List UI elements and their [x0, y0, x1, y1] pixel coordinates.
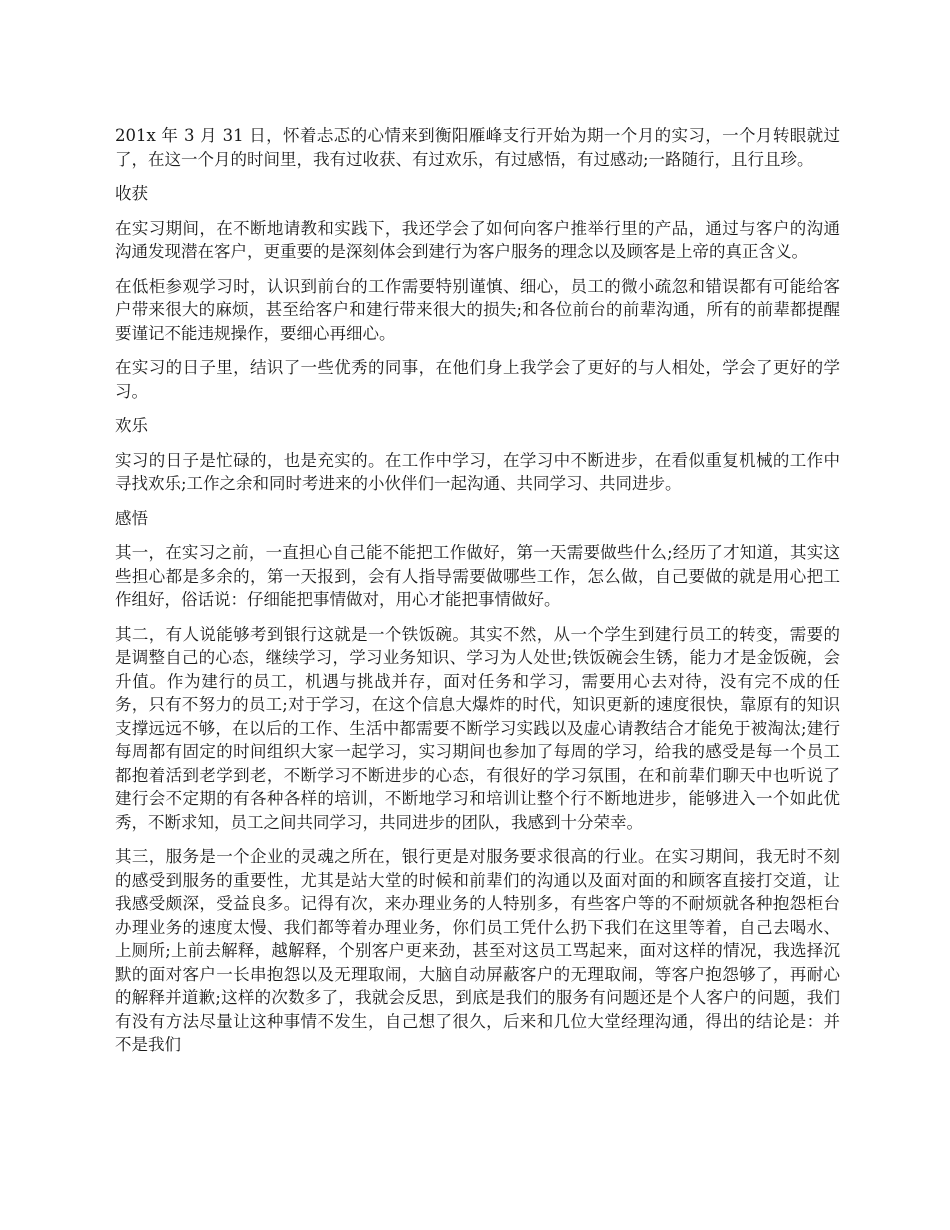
harvest-paragraph-1: 在实习期间，在不断地请教和实践下，我还学会了如何向客户推举行里的产品，通过与客户的沟通沟通发现潜在客户，更重要的是深刻体会到建行为客户服务的理念以及顾客是上帝的真正含义。: [115, 218, 840, 261]
intro-paragraph: 201x 年 3 月 31 日，怀着忐忑的心情来到衡阳雁峰支行开始为期一个月的实习，一个月转眼就过了，在这一个月的时间里，我有过收获、有过欢乐，有过感悟，有过感动;一路随行，且行且珍。: [115, 126, 840, 169]
joy-paragraph: 实习的日子是忙碌的，也是充实的。在工作中学习，在学习中不断进步，在看似重复机械的工作中寻找欢乐;工作之余和同时考进来的小伙伴们一起沟通、共同学习、共同进步。: [115, 450, 840, 493]
harvest-paragraph-2: 在低柜参观学习时，认识到前台的工作需要特别谨慎、细心，员工的微小疏忽和错误都有可能给客户带来很大的麻烦，甚至给客户和建行带来很大的损失;和各位前台的前辈沟通，所有的前辈都提醒要谨记不能违规操作，要细心再细心。: [115, 276, 840, 343]
section-heading-insight: 感悟: [115, 508, 148, 528]
insight-paragraph-1: 其一，在实习之前，一直担心自己能不能把工作做好，第一天需要做些什么;经历了才知道，其实这些担心都是多余的，第一天报到，会有人指导需要做哪些工作，怎么做，自己要做的就是用心把工作组好，俗话说：仔细能把事情做对，用心才能把事情做好。: [115, 543, 840, 609]
insight-paragraph-3: 其三，服务是一个企业的灵魂之所在，银行更是对服务要求很高的行业。在实习期间，我无时不刻的感受到服务的重要性，尤其是站大堂的时候和前辈们的沟通以及面对面的和顾客直接打交道，让我感受颇深，受益良多。记得有次，来办理业务的人特别多，有些客户等的不耐烦就各种抱怨柜台办理业务的速度太慢、我们都等着办理业务，你们员工凭什么扔下我们在这里等着，自己去喝水、上厕所;上前去解释，越解释，个别客户更来劲，甚至对这员工骂起来，面对这样的情况，我选择沉默的面对客户一长串抱怨以及无理取闹，大脑自动屏蔽客户的无理取闹，等客户抱怨够了，再耐心的解释并道歉;这样的次数多了，我就会反思，到底是我们的服务有问题还是个人客户的问题，我们有没有方法尽量让这种事情不发生，自己想了很久，后来和几位大堂经理沟通，得出的结论是：并不是我们: [115, 847, 840, 1054]
document-body: [115, 124, 840, 1068]
section-heading-harvest: 收获: [115, 184, 148, 203]
section-heading-joy: 欢乐: [115, 416, 148, 435]
harvest-paragraph-3: 在实习的日子里，结识了一些优秀的同事，在他们身上我学会了更好的与人相处，学会了更好的学习。: [115, 358, 840, 401]
insight-paragraph-2: 其二，有人说能够考到银行这就是一个铁饭碗。其实不然，从一个学生到建行员工的转变，需要的是调整自己的心态，继续学习，学习业务知识、学习为人处世;铁饭碗会生锈，能力才是金饭碗，会升值。作为建行的员工，机遇与挑战并存，面对任务和学习，需要用心去对待，没有完不成的任务，只有不努力的员工;对于学习，在这个信息大爆炸的时代，知识更新的速度很快，靠原有的知识支撑远远不够，在以后的工作、生活中都需要不断学习实践以及虚心请教结合才能免于被淘汰;建行每周都有固定的时间组织大家一起学习，实习期间也参加了每周的学习，给我的感受是每一个员工都抱着活到老学到老，不断学习不断进步的心态，有很好的学习氛围，在和前辈们聊天中也听说了建行会不定期的有各种各样的培训，不断地学习和培训让整个行不断地进步，能够进入一个如此优秀，不断求知，员工之间共同学习，共同进步的团队，我感到十分荣幸。: [115, 624, 840, 832]
